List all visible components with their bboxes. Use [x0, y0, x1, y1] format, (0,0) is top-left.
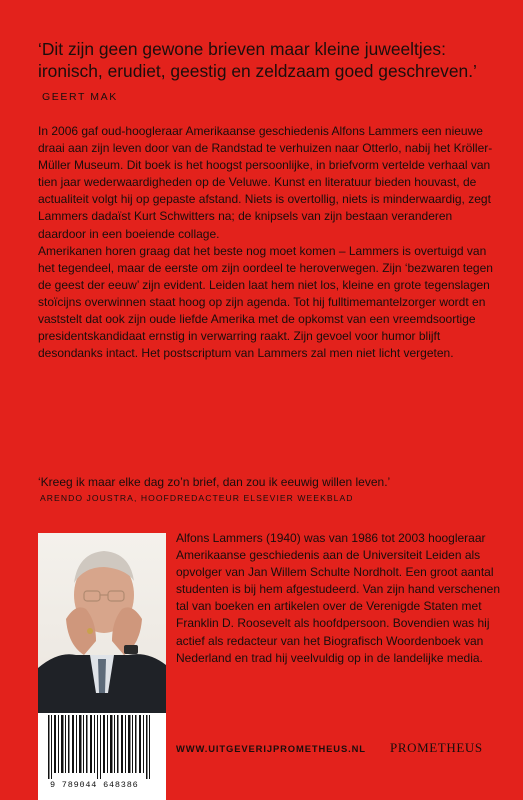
- endorsement-quote-top: ‘Dit zijn geen gewone brieven maar kleine juweeltjes: ironisch, erudiet, geestig en zeldzaam goed geschreven.’: [38, 39, 477, 81]
- endorsement-attribution-top: GEERT MAK: [42, 91, 118, 103]
- endorsement-attribution-bottom: ARENDO JOUSTRA, HOOFDREDACTEUR ELSEVIER WEEKBLAD: [40, 493, 354, 503]
- isbn-number: 9 789044 648386: [50, 780, 139, 790]
- publisher-logo: PROMETHEUS: [390, 740, 483, 755]
- synopsis: [38, 123, 498, 362]
- synopsis-paragraph-2: Amerikanen horen graag dat het beste nog moet komen – Lammers is overtuigd van het tegendeel, maar de eerste om zijn oordeel te heroverwegen. Zijn ‘bezwaren tegen de geest der eeuw’ zijn evident. Leiden laat hem niet los, kleine en grote tegenslagen stoïcijns overwinnen staat hoog op zijn agenda. Tot hij fulltimemantelzorger wordt en vaststelt dat ook zijn oude liefde Amerika met de opkomst van een vreemdsoortige presidentskandidaat ernstig in verwarring raakt. Zijn gevoel voor humor blijft desondanks intact. Het postscriptum van Lammers zal men niet licht vergeten.: [38, 243, 493, 361]
- author-bio: Alfons Lammers (1940) was van 1986 tot 2003 hoogleraar Amerikaanse geschiedenis aan de Universiteit Leiden als opvolger van Jan Willem Schulte Nordholt. Een groot aantal studenten is bij hem afgestudeerd. Van zijn hand verschenen tal van boeken en artikelen over de Verenigde Staten met Franklin D. Roosevelt als hoofdpersoon. Bovendien was hij actief als redacteur van het Biografisch Woordenboek van Nederland en trad hij veelvuldig op in de landelijke media.: [176, 531, 500, 665]
- publisher-website: WWW.UITGEVERIJPROMETHEUS.NL: [176, 743, 366, 754]
- barcode-bars: [38, 713, 166, 779]
- endorsement-quote-bottom: ‘Kreeg ik maar elke dag zo’n brief, dan zou ik eeuwig willen leven.’: [38, 475, 391, 489]
- author-portrait-illustration: [38, 533, 166, 713]
- author-photo: [38, 533, 166, 713]
- synopsis-paragraph-1: In 2006 gaf oud-hoogleraar Amerikaanse geschiedenis Alfons Lammers een nieuwe draai aan zijn leven door van de Randstad te verhuizen naar Otterlo, nabij het Kröller-Müller Museum. Dit boek is het hoogst persoonlijke, in briefvorm vertelde verhaal van tien jaar wederwaardigheden op de Veluwe. Kunst en literatuur bieden houvast, de actualiteit volgt hij op gepaste afstand. Niets is overtollig, niets is minderwaardig, zegt Lammers dadaïst Kurt Schwitters na; de knipsels van zijn bestaan veranderen daardoor in een boeiende collage.: [38, 124, 493, 241]
